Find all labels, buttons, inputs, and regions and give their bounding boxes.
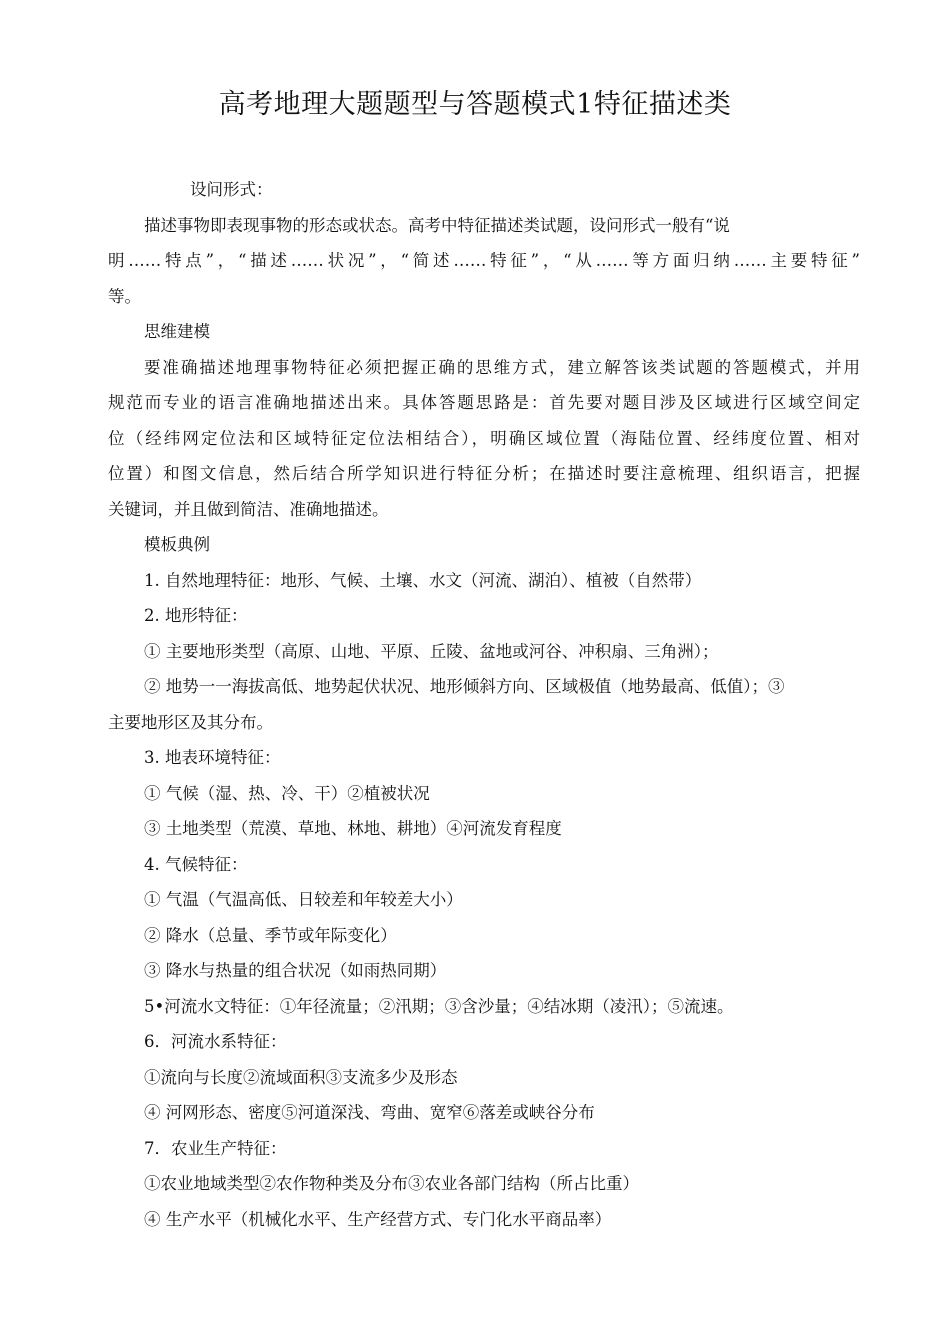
text-line: 规范而专业的语言准确地描述出来。具体答题思路是：首先要对题目涉及区域进行区域空间定 bbox=[108, 393, 860, 412]
text-line: 等。 bbox=[108, 286, 141, 306]
text-line: 明……特点”，“描述……状况”，“简述……特征”，“从……等方面归纳……主要特征” bbox=[108, 251, 860, 270]
text-line: ④ 生产水平（机械化水平、生产经营方式、专门化水平商品率） bbox=[144, 1209, 612, 1229]
text-line: 主要地形区及其分布。 bbox=[108, 712, 273, 732]
text-line: ① 主要地形类型（高原、山地、平原、丘陵、盆地或河谷、冲积扇、三角洲）； bbox=[144, 641, 719, 661]
text-line: 位（经纬网定位法和区域特征定位法相结合），明确区域位置（海陆位置、经纬度位置、相对 bbox=[108, 428, 860, 448]
text-line: 描述事物即表现事物的形态或状态。高考中特征描述类试题，设问形式一般有“说 bbox=[144, 215, 730, 235]
text-line: ① 气温（气温高低、日较差和年较差大小） bbox=[144, 890, 463, 909]
text-line: 4. 气候特征： bbox=[144, 854, 248, 874]
text-line: ①农业地域类型②农作物种类及分布③农业各部门结构（所占比重） bbox=[144, 1174, 639, 1193]
text-line: 位置）和图文信息，然后结合所学知识进行特征分析；在描述时要注意梳理、组织语言，把握 bbox=[108, 464, 860, 483]
text-line: 1. 自然地理特征：地形、气候、土壤、水文（河流、湖泊）、植被（自然带） bbox=[144, 570, 702, 590]
text-line: ③ 降水与热量的组合状况（如雨热同期） bbox=[144, 961, 447, 980]
text-line: 6．河流水系特征： bbox=[144, 1032, 287, 1051]
document-body bbox=[108, 172, 860, 1237]
text-line: 模板典例 bbox=[144, 535, 210, 554]
text-line: 关键词，并且做到简洁、准确地描述。 bbox=[108, 499, 389, 519]
text-line: ①流向与长度②流域面积③支流多少及形态 bbox=[144, 1067, 458, 1087]
text-line: ② 降水（总量、季节或年际变化） bbox=[144, 925, 397, 945]
text-line: 3. 地表环境特征： bbox=[144, 748, 281, 767]
text-line: 5•河流水文特征：①年径流量；②汛期；③含沙量；④结冰期（凌汛）；⑤流速。 bbox=[144, 996, 734, 1016]
text-line: ① 气候（湿、热、冷、干）②植被状况 bbox=[144, 783, 430, 803]
page-title: 高考地理大题题型与答题模式1特征描述类 bbox=[218, 89, 732, 120]
text-line: 设问形式： bbox=[190, 180, 273, 199]
text-line: 思维建模 bbox=[144, 322, 210, 341]
text-line: 7．农业生产特征： bbox=[144, 1138, 287, 1158]
text-line: ② 地势一一海拔高低、地势起伏状况、地形倾斜方向、区域极值（地势最高、低值）；③ bbox=[144, 677, 785, 696]
text-line: 要准确描述地理事物特征必须把握正确的思维方式，建立解答该类试题的答题模式，并用 bbox=[144, 357, 860, 377]
text-line: 2. 地形特征： bbox=[144, 606, 248, 625]
text-line: ④ 河网形态、密度⑤河道深浅、弯曲、宽窄⑥落差或峡谷分布 bbox=[144, 1103, 595, 1122]
text-line: ③ 土地类型（荒漠、草地、林地、耕地）④河流发育程度 bbox=[144, 819, 562, 838]
